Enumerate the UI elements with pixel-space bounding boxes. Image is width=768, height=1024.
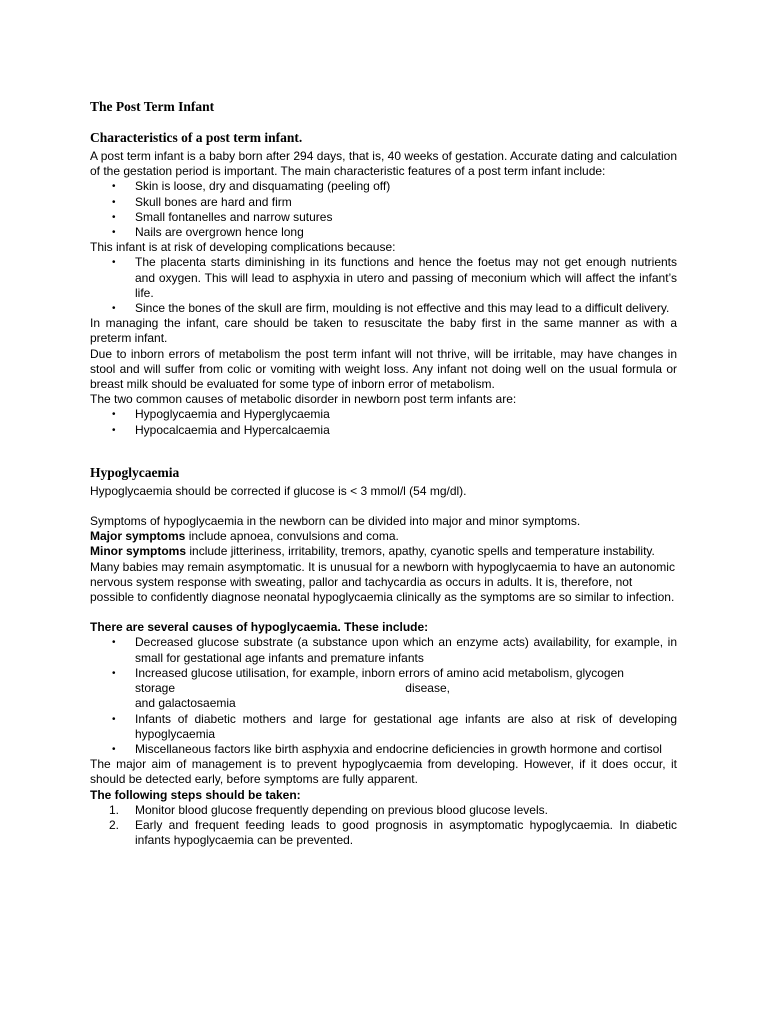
list-item: • Skin is loose, dry and disquamating (peeling off): [112, 179, 391, 194]
manage-paragraph: In managing the infant, care should be taken to resuscitate the baby first in the same manner as with a preterm infant.: [90, 316, 677, 346]
features-list: [90, 179, 677, 240]
list-item: • Nails are overgrown hence long: [112, 225, 304, 240]
bullet-icon: •: [112, 181, 116, 193]
minor-symptoms: Minor symptoms include jitteriness, irritability, tremors, apathy, cyanotic spells and temperature instability.: [90, 544, 655, 559]
section-heading-characteristics: Characteristics of a post term infant.: [90, 130, 303, 145]
list-item: • Skull bones are hard and firm: [112, 194, 292, 209]
causes-heading: There are several causes of hypoglycaemia. These include:: [90, 620, 429, 635]
correction-paragraph: Hypoglycaemia should be corrected if glucose is < 3 mmol/l (54 mg/dl).: [90, 483, 467, 498]
list-item: • Small fontanelles and narrow sutures: [112, 209, 333, 224]
bullet-icon: •: [112, 196, 116, 208]
list-item: 2. Early and frequent feeding leads to good prognosis in asymptomatic hypoglycaemia. In diabetic infants hypoglycaemia can be prevented.: [109, 817, 677, 848]
list-item: 1. Monitor blood glucose frequently depending on previous blood glucose levels.: [109, 802, 548, 817]
inborn-paragraph: Due to inborn errors of metabolism the post term infant will not thrive, will be irritable, may have changes in stool and will suffer from colic or vomiting with weight loss. Any infant not doing well on the usual formula or breast milk should be evaluated for some type of inborn error of metabolism.: [90, 346, 677, 392]
bullet-icon: •: [112, 667, 116, 679]
list-item: • Infants of diabetic mothers and large for gestational age infants are also at risk of developing hypoglycaemia: [112, 711, 677, 741]
list-item: • Increased glucose utilisation, for example, inborn errors of amino acid metabolism, glycogen storage disease, and galactosaemia: [112, 665, 624, 711]
bullet-icon: •: [112, 743, 116, 755]
bullet-icon: •: [112, 637, 116, 649]
steps-list: [90, 803, 677, 849]
list-item: • Hypocalcaemia and Hypercalcaemia: [112, 422, 330, 437]
document-title: The Post Term Infant: [90, 99, 215, 114]
intro-paragraph: A post term infant is a baby born after 294 days, that is, 40 weeks of gestation. Accurate dating and calculation of the gestation period is important. The main characteristic features of a post term infant include:: [90, 149, 677, 179]
major-symptoms: Major symptoms include apnoea, convulsions and coma.: [90, 529, 399, 544]
bullet-icon: •: [112, 211, 116, 223]
causes-intro: The two common causes of metabolic disorder in newborn post term infants are:: [90, 392, 517, 407]
spacer: [90, 499, 677, 514]
document-page: [90, 98, 677, 848]
spacer: [90, 605, 677, 620]
bullet-icon: •: [112, 409, 116, 421]
section-heading-hypoglycaemia: Hypoglycaemia: [90, 464, 180, 480]
risks-list: [90, 255, 677, 316]
causes-list: [90, 407, 677, 437]
bullet-icon: •: [112, 303, 116, 315]
bullet-icon: •: [112, 227, 116, 239]
asymptomatic-paragraph: Many babies may remain asymptomatic. It is unusual for a newborn with hypoglycaemia to have an autonomic nervous system response with sweating, pallor and tachycardia as occurs in adults. It is, therefore, not possible to confidently diagnose neonatal hypoglycaemia clinically as the symptoms are so similar to infection.: [90, 559, 675, 605]
management-paragraph: The major aim of management is to prevent hypoglycaemia from developing. However, if it does occur, it should be detected early, before symptoms are fully apparent.: [90, 757, 677, 787]
steps-heading: The following steps should be taken:: [90, 787, 301, 802]
list-item: • The placenta starts diminishing in its functions and hence the foetus may not get enough nutrients and oxygen. This will lead to asphyxia in utero and passing of meconium which will affect the infant’s life.: [112, 255, 677, 300]
hypo-causes-list: [90, 635, 677, 757]
list-item: • Decreased glucose substrate (a substance upon which an enzyme acts) availability, for example, in small for gestational age infants and premature infants: [112, 635, 677, 665]
minor-symptoms-label: Minor symptoms: [90, 544, 187, 559]
symptoms-intro: Symptoms of hypoglycaemia in the newborn can be divided into major and minor symptoms.: [90, 514, 581, 529]
bullet-icon: •: [112, 257, 116, 269]
step-number: 1.: [109, 802, 120, 817]
bullet-icon: •: [112, 713, 116, 725]
step-number: 2.: [109, 817, 120, 832]
list-item: • Hypoglycaemia and Hyperglycaemia: [112, 407, 330, 422]
risk-intro: This infant is at risk of developing complications because:: [90, 240, 396, 255]
list-item: • Miscellaneous factors like birth asphyxia and endocrine deficiencies in growth hormone and cortisol: [112, 741, 662, 756]
major-symptoms-label: Major symptoms: [90, 529, 186, 544]
list-item: • Since the bones of the skull are firm, moulding is not effective and this may lead to a difficult delivery.: [112, 301, 670, 316]
bullet-icon: •: [112, 424, 116, 436]
